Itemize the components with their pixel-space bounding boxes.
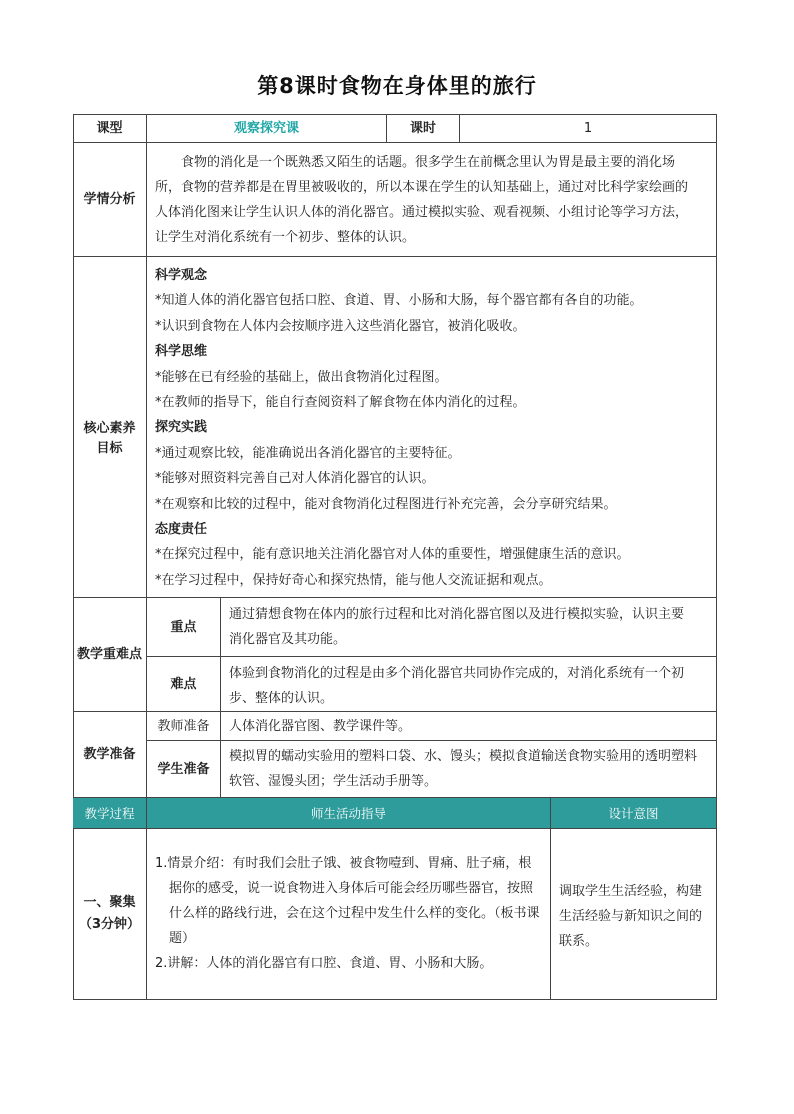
core-section-heading: 科学观念 [155,268,208,283]
core-goal-item: *能够在已有经验的基础上，做出食物消化过程图。 [155,369,448,385]
core-goal-item: *在学习过程中，保持好奇心和探究热情，能与他人交流证据和观点。 [155,572,552,588]
student-prep-text: 模拟胃的蠕动实验用的塑料口袋、水、馒头；模拟食道输送食物实验用的透明塑料软管、湿馒头团；学生活动手册等。 [221,741,717,798]
process-header-stage: 教学过程 [73,798,147,829]
hours-value: 1 [460,114,717,143]
core-section-heading: 态度责任 [155,522,208,538]
key-point-label: 重点 [147,598,221,657]
stage-name [73,829,147,1000]
core-label [73,257,147,598]
core-goal-item: *认识到食物在人体内会按顺序进入这些消化器官，被消化吸收。 [155,318,526,334]
prep-label: 教学准备 [73,712,147,798]
type-value: 观察探究课 [147,114,387,143]
core-section-heading: 探究实践 [155,420,208,436]
core-goal-item: *在观察和比较的过程中，能对食物消化过程图进行补充完善，会分享研究结果。 [155,496,617,512]
keypoints-label: 教学重难点 [73,598,147,712]
design-intent: 调取学生生活经验，构建生活经验与新知识之间的联系。 [551,829,717,1000]
core-section-heading: 科学思维 [155,344,208,360]
difficult-point-label: 难点 [147,657,221,712]
process-header-activity: 师生活动指导 [147,798,551,829]
core-goal-item: *在探究过程中，能有意识地关注消化器官对人体的重要性，增强健康生活的意识。 [155,547,630,563]
stage-name-line1: 一、聚集 [83,895,136,910]
teacher-prep-label: 教师准备 [147,712,221,741]
core-goal-item: *通过观察比较，能准确说出各消化器官的主要特征。 [155,445,461,461]
analysis-text: 食物的消化是一个既熟悉又陌生的话题。很多学生在前概念里认为胃是最主要的消化场所，食物的营养都是在胃里被吸收的，所以本课在学生的认知基础上，通过对比科学家绘画的人体消化图来让学生认识人体的消化器官。通过模拟实验、观看视频、小组讨论等学习方法，让学生对消化系统有一个初步、整体的认识。 [147,143,717,257]
analysis-label: 学情分析 [73,143,147,257]
type-label: 课型 [73,114,147,143]
difficult-point-text: 体验到食物消化的过程是由多个消化器官共同协作完成的，对消化系统有一个初步、整体的认识。 [221,657,717,712]
stage-activities [147,829,551,1000]
core-goal-item: *在教师的指导下，能自行查阅资料了解食物在体内消化的过程。 [155,395,526,411]
core-goal-item: *能够对照资料完善自己对人体消化器官的认识。 [155,471,435,487]
teacher-prep-text: 人体消化器官图、教学课件等。 [221,712,717,741]
activity-item: 2.讲解：人体的消化器官有口腔、食道、胃、小肠和大肠。 [155,956,493,971]
core-label-line2: 目标 [96,441,123,456]
core-goal-item: *知道人体的消化器官包括口腔、食道、胃、小肠和大肠，每个器官都有各自的功能。 [155,293,643,309]
page-title: 第8课时食物在身体里的旅行 [257,74,537,98]
core-label-line1: 核心素养 [83,421,136,436]
process-header-intent: 设计意图 [551,798,717,829]
hours-label: 课时 [387,114,460,143]
core-goals [147,257,717,598]
key-point-text: 通过猜想食物在体内的旅行过程和比对消化器官图以及进行模拟实验，认识主要消化器官及其功能。 [221,598,717,657]
activity-item: 1.情景介绍：有时我们会肚子饿、被食物噎到、胃痛、肚子痛，根据你的感受，说一说食物进入身体后可能会经历哪些器官，按照什么样的路线行进，会在这个过程中发生什么样的变化。（板书课题） [155,856,540,946]
stage-name-line2: （3分钟） [78,917,141,932]
student-prep-label: 学生准备 [147,741,221,798]
